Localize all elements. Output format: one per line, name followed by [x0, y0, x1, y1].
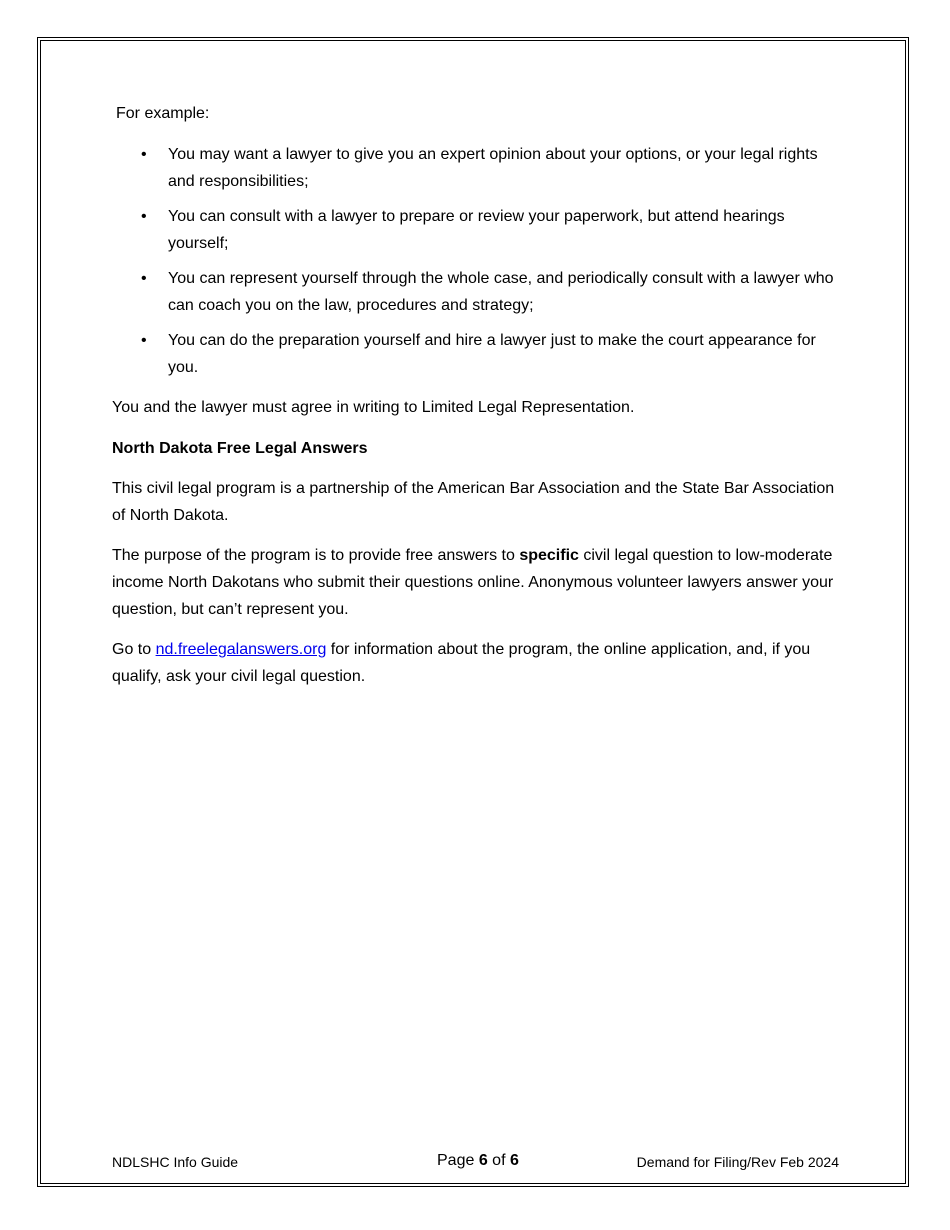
free-legal-answers-link[interactable]: nd.freelegalanswers.org — [155, 641, 327, 658]
page-footer — [112, 1152, 839, 1174]
list-item — [112, 141, 842, 195]
purpose-after: civil legal question to low-moderate income North Dakotans who submit their questions online. Anonymous volunteer lawyers answer your question, but can’t represent you. — [112, 547, 834, 618]
intro-text: For example: — [116, 105, 210, 122]
footer-guide-name: NDLSHC Info Guide — [112, 1154, 239, 1170]
page-number — [437, 1152, 519, 1170]
purpose-text — [112, 542, 842, 623]
agreement-text: You and the lawyer must agree in writing to Limited Legal Representation. — [112, 399, 635, 416]
goto-before: Go to — [112, 641, 156, 658]
footer-revision: Demand for Filing/Rev Feb 2024 — [636, 1154, 839, 1170]
page-label: Page — [437, 1152, 479, 1169]
list-item — [112, 203, 842, 257]
bullet-icon: • — [141, 332, 147, 349]
list-item — [112, 327, 842, 381]
list-item-text: You can do the preparation yourself and hire a lawyer just to make the court appearance for you. — [168, 332, 816, 376]
list-item-text: You can represent yourself through the whole case, and periodically consult with a lawyer who can coach you on the law, procedures and strategy; — [168, 270, 834, 314]
list-item-text: You may want a lawyer to give you an expert opinion about your options, or your legal rights and responsibilities; — [168, 146, 818, 190]
section-heading: North Dakota Free Legal Answers — [112, 440, 368, 457]
bullet-icon: • — [141, 270, 147, 287]
purpose-emphasis: specific — [519, 547, 579, 564]
list-item — [112, 265, 842, 319]
page-total: 6 — [509, 1152, 519, 1169]
goto-after: for information about the program, the online application, and, if you qualify, ask your civil legal question. — [112, 641, 811, 685]
options-list — [112, 141, 842, 381]
bullet-icon: • — [141, 208, 147, 225]
partnership-text: This civil legal program is a partnership of the American Bar Association and the State Bar Association of North Dakota. — [112, 480, 835, 524]
bullet-icon: • — [141, 146, 147, 163]
document-body — [112, 100, 842, 690]
page-of: of — [487, 1152, 510, 1169]
purpose-before: The purpose of the program is to provide free answers to — [112, 547, 520, 564]
page-current: 6 — [478, 1152, 488, 1169]
goto-text — [112, 636, 842, 690]
list-item-text: You can consult with a lawyer to prepare or review your paperwork, but attend hearings yourself; — [168, 208, 785, 252]
